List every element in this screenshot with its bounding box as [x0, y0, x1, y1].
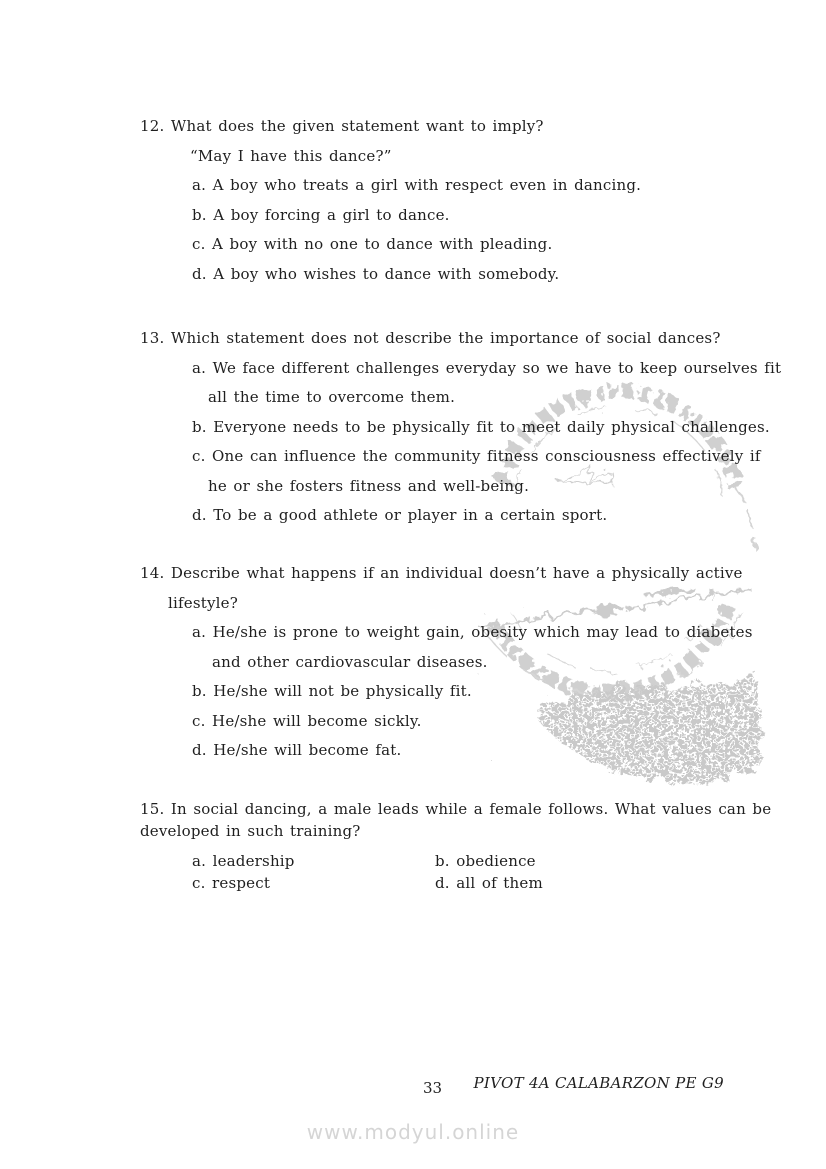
q13-option-b: b. Everyone needs to be physically fit to meet daily physical challenges. — [192, 418, 770, 436]
stamp-triangle-glyph — [558, 466, 612, 484]
q12-option-a: a. A boy who treats a girl with respect even in dancing. — [192, 176, 642, 194]
q15-option-a: a. leadership — [192, 852, 295, 870]
q14-option-c: c. He/she will become sickly. — [192, 712, 422, 730]
q14-option-a-line1: a. He/she is prone to weight gain, obesity which may lead to diabetes — [192, 623, 753, 641]
q13-option-c-line1: c. One can influence the community fitness consciousness effectively if — [192, 447, 761, 465]
q13-option-c-line2: he or she fosters fitness and well-being. — [208, 477, 530, 495]
q14-prompt-line1: 14. Describe what happens if an individual doesn’t have a physically active — [140, 564, 743, 582]
q15-prompt-line1: 15. In social dancing, a male leads while a female follows. What values can be — [140, 800, 772, 818]
footer-module-label: PIVOT 4A CALABARZON PE G9 — [473, 1074, 724, 1092]
page-number: 33 — [423, 1079, 443, 1097]
q12-prompt: 12. What does the given statement want to imply? — [140, 117, 544, 135]
q12-option-b: b. A boy forcing a girl to dance. — [192, 206, 450, 224]
q15-option-d: d. all of them — [435, 874, 543, 892]
q12-option-d: d. A boy who wishes to dance with somebody. — [192, 265, 560, 283]
q12-quote: “May I have this dance?” — [190, 147, 392, 165]
q14-prompt-line2: lifestyle? — [168, 594, 238, 612]
site-watermark: www.modyul.online — [306, 1120, 520, 1144]
q13-prompt: 13. Which statement does not describe the importance of social dances? — [140, 329, 721, 347]
q13-option-a-line2: all the time to overcome them. — [208, 388, 456, 406]
q15-option-c: c. respect — [192, 874, 271, 892]
q13-option-d: d. To be a good athlete or player in a certain sport. — [192, 506, 608, 524]
q15-prompt-line2: developed in such training? — [140, 822, 361, 840]
q14-option-d: d. He/she will become fat. — [192, 741, 402, 759]
q14-option-a-line2: and other cardiovascular diseases. — [212, 653, 488, 671]
q14-option-b: b. He/she will not be physically fit. — [192, 682, 472, 700]
q13-option-a-line1: a. We face different challenges everyday so we have to keep ourselves fit — [192, 359, 782, 377]
q12-option-c: c. A boy with no one to dance with pleading. — [192, 235, 553, 253]
q15-option-b: b. obedience — [435, 852, 536, 870]
